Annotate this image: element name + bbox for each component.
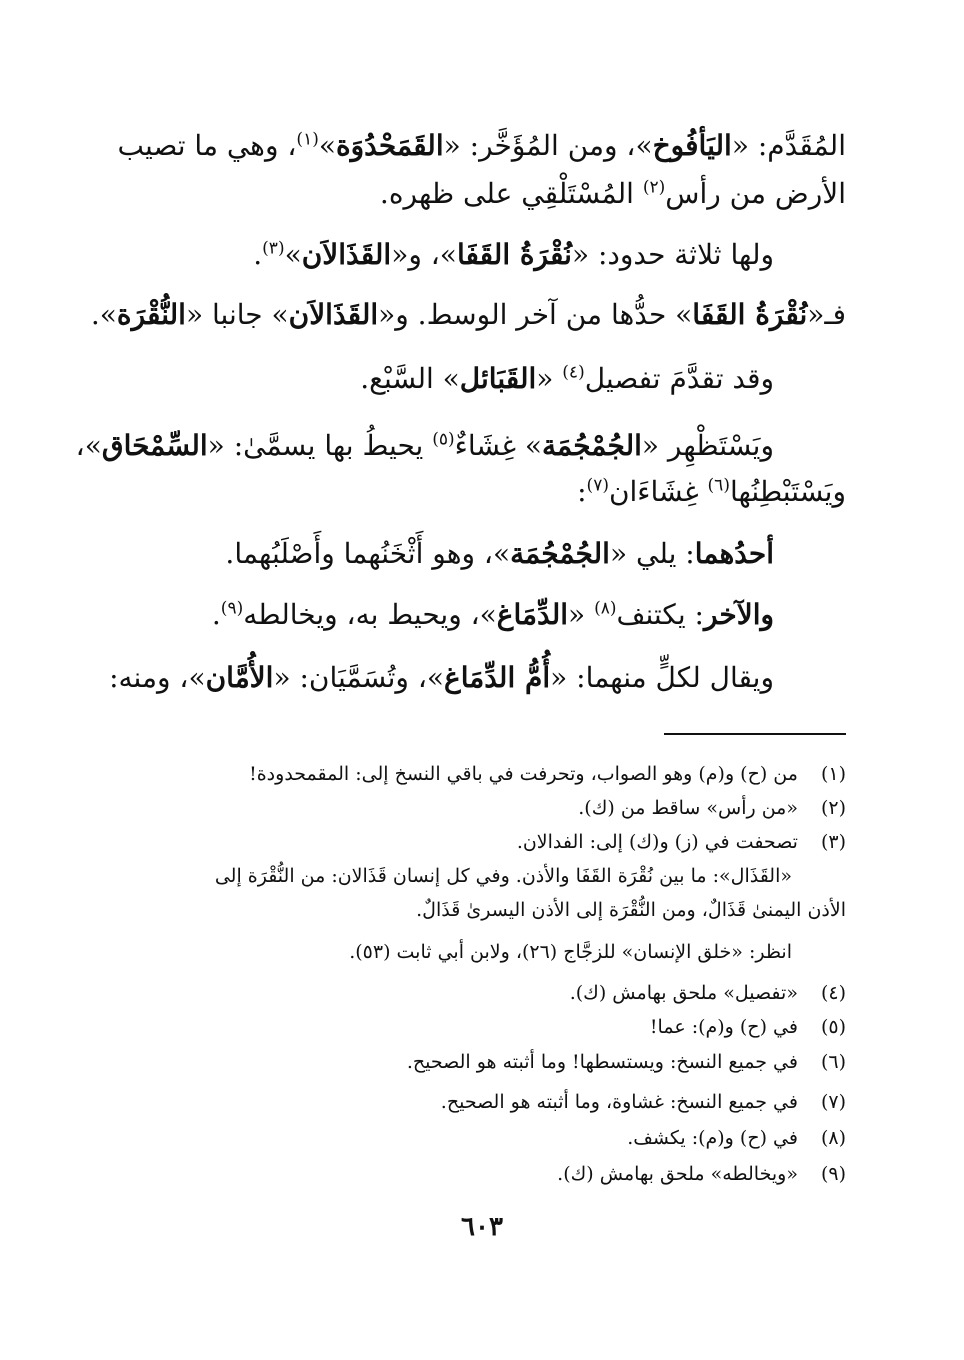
footnote-8: (٨) في (ح) و(م): يكشف. xyxy=(627,1127,846,1149)
body-line-7: ويَسْتَبْطِنُها$^{(٦)}$ غِشَاءَان$^{(٧)}$: xyxy=(577,475,846,508)
footnote-5: (٥) في (ح) و(م): عما! xyxy=(649,1016,846,1038)
footnote-ref: (٤) xyxy=(562,362,585,383)
footnote-9: (٩) «ويخالطه» ملحق بهامش (ك). xyxy=(557,1163,846,1185)
footnote-6: (٦) في جميع النسخ: ويستسطها! وما أثبته هو الصحيح. xyxy=(406,1051,846,1073)
bold-term: النُّقْرَة xyxy=(116,298,186,331)
body-line-8: أحدُهما: يلي «الجُمْجُمَة»، وهو أَثْخَنُهما وأَصْلَبُهما. xyxy=(225,537,774,570)
footnote-ref: (٩) xyxy=(220,598,244,619)
footnote-3-continuation: «القَذَال»: ما بين نُقْرَة القَفَا والأذن. وفي كل إنسان قَذَالان: من النُّقْرَة إلى xyxy=(214,865,792,887)
footnote-ref: (٥) xyxy=(432,429,455,450)
footnote-2: (٢) «من رأس» ساقط من (ك). xyxy=(578,797,846,819)
bold-term: اليَأفُوخ xyxy=(652,129,732,162)
bold-term: القَمَحْدُوَة xyxy=(335,129,444,162)
bold-term: والآخر xyxy=(703,598,774,631)
footnote-ref: (٧) xyxy=(586,475,609,496)
bold-term: السِّمْحَاق xyxy=(101,429,208,462)
bold-term: الجُمْجُمَة xyxy=(542,429,642,462)
body-line-5: وقد تقدَّمَ تفصيل$^{(٤)}$ «القَبَائل» السَّبْع. xyxy=(360,362,774,395)
footnote-ref: (٨) xyxy=(594,598,617,619)
footnote-separator xyxy=(664,733,846,735)
bold-term: نُقْرَةُ القَفَا xyxy=(692,298,808,331)
body-line-10: ويقال لكلٍّ منهما: «أُمُّ الدِّمَاغ»، وتُسَمَّيَان: «الأُمَّان»، ومنه: xyxy=(109,661,774,694)
footnote-1: (١) من (ح) و(م) وهو الصواب، وتحرفت في باقي النسخ إلى: المقمحدودة! xyxy=(249,763,846,785)
body-line-4: فـ«نُقْرَةُ القَفَا» حدُّها من آخر الوسط. و«القَذَالاَن» جانبا «النُّقْرَة». xyxy=(90,298,846,331)
bold-term: أحدُهما xyxy=(694,537,774,570)
bold-term: الجُمْجُمَة xyxy=(510,537,610,570)
footnote-ref: (٦) xyxy=(707,475,730,496)
footnote-ref: (٣) xyxy=(262,238,285,259)
footnote-3: (٣) تصحفت في (ز) و(ك) إلى: الفدالان. xyxy=(516,831,846,853)
page-number: ٦٠٣ xyxy=(461,1212,503,1242)
bold-term: القَبَائل xyxy=(459,362,537,395)
bold-term: الأُمَّان xyxy=(205,661,274,694)
body-line-3: ولها ثلاثة حدود: «نُقْرَةُ القَفَا»، و«القَذَالاَن»$^{(٣)}$. xyxy=(253,238,774,271)
bold-term: الدِّمَاغ xyxy=(496,598,569,631)
footnote-3-reference: انظر: «خلق الإنسان» للزجَّاج (٢٦)، ولابن أبي ثابت (٥٣). xyxy=(349,941,792,963)
body-line-6: ويَسْتَظْهِر «الجُمْجُمَة» غِشَاءٌ$^{(٥)}$ يحيطُ بها يسمَّىٰ: «السِّمْحَاق»، xyxy=(75,429,774,462)
footnote-ref: (١) xyxy=(296,129,319,150)
bold-term: نُقْرَةُ القَفَا xyxy=(456,238,572,271)
footnote-ref: (٢) xyxy=(642,177,666,198)
body-line-2: الأرض من رأس$^{(٢)}$ المُسْتَلْقِي على ظهره. xyxy=(379,177,846,210)
bold-term: القَذَالاَن xyxy=(301,238,392,271)
footnote-7: (٧) في جميع النسخ: غشاوة، وما أثبته هو الصحيح. xyxy=(440,1091,846,1113)
footnote-3-continuation: الأذن اليمنىٰ قَذَالٌ، ومن النُّقْرَة إلى الأذن اليسرىٰ قَذَالٌ. xyxy=(416,899,846,921)
footnote-4: (٤) «تفصيل» ملحق بهامش (ك). xyxy=(569,982,846,1004)
bold-term: أُمُّ الدِّمَاغ xyxy=(444,661,551,694)
body-line-1: المُقَدَّم: «اليَأفُوخ»، ومن المُؤَخَّر: «القَمَحْدُوَة»$^{(١)}$، وهي ما تصيب xyxy=(117,129,846,162)
bold-term: القَذَالاَن xyxy=(288,298,379,331)
body-line-9: والآخر: يكتنف$^{(٨)}$ «الدِّمَاغ»، ويحيط به، ويخالطه$^{(٩)}$. xyxy=(211,598,774,631)
